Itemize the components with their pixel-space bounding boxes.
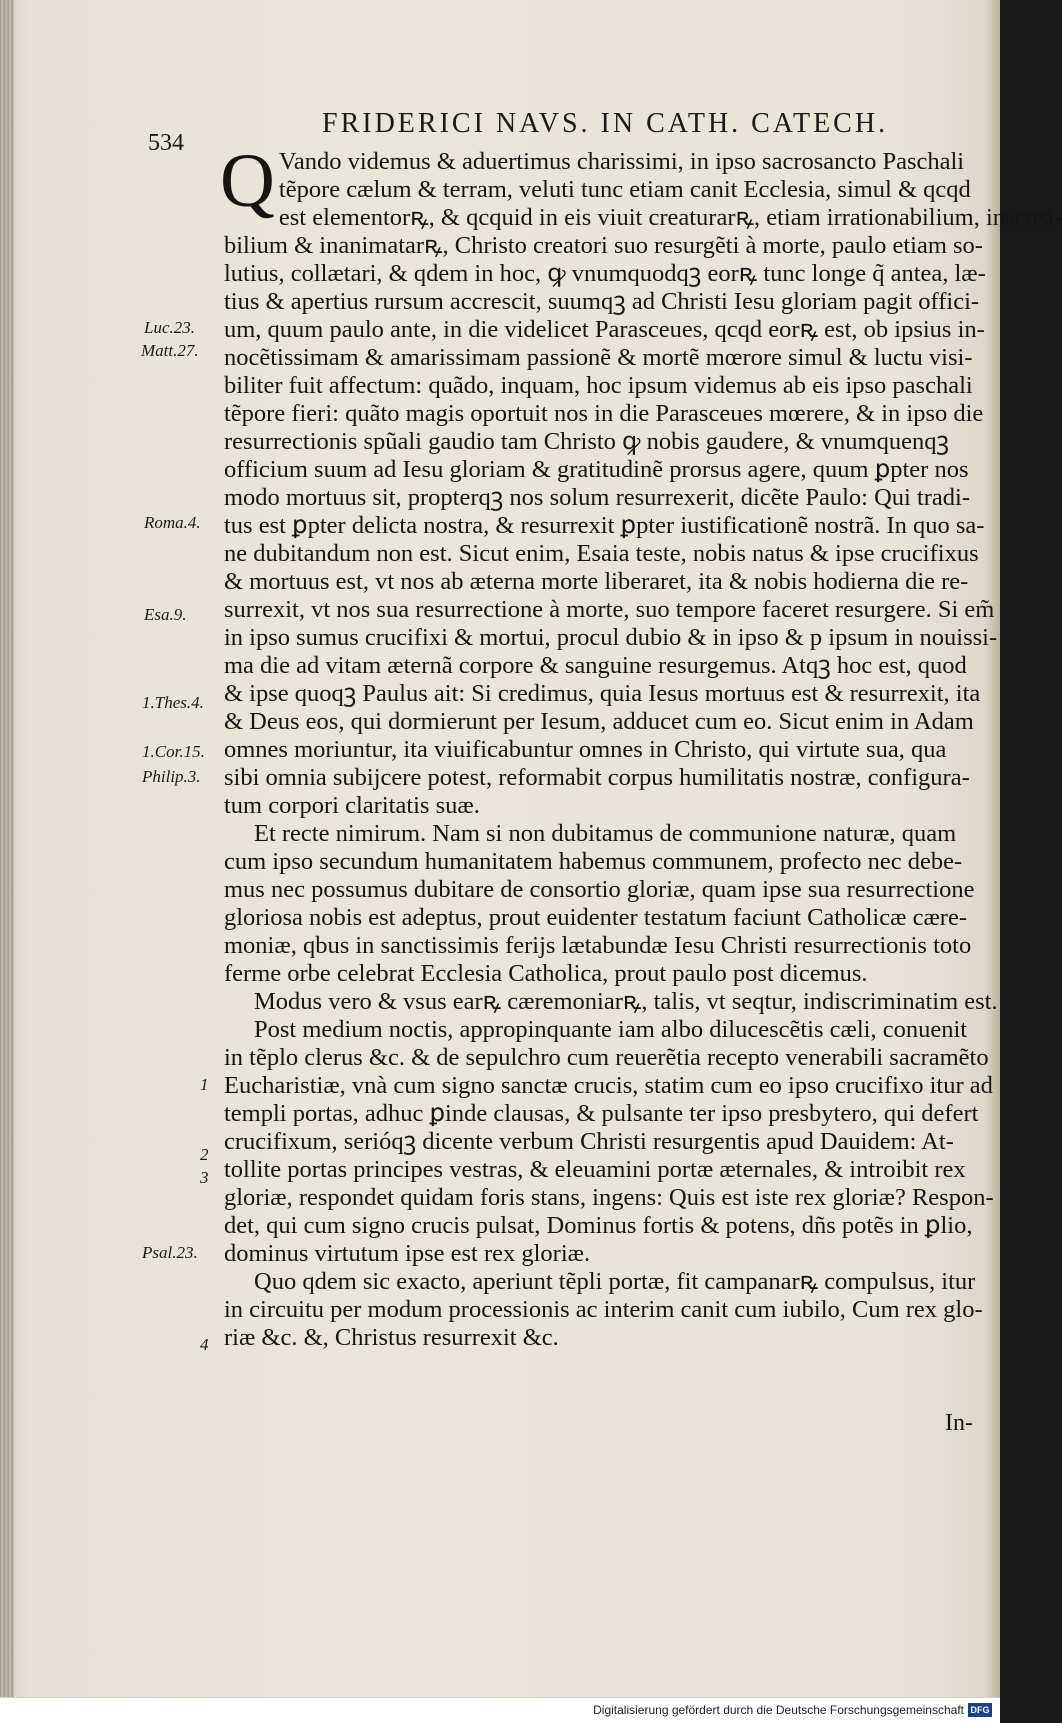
drop-cap: Q bbox=[220, 139, 275, 223]
text-line: moniæ, qbus in sanctissimis ferijs lætabundæ Iesu Christi resurrectionis toto bbox=[224, 932, 972, 959]
text-line: Quo qdem sic exacto, aperiunt tẽpli portæ, fit campanarꝶ compulsus, itur bbox=[254, 1268, 976, 1295]
text-line: tum corpori claritatis suæ. bbox=[224, 792, 480, 819]
page-stack-edge bbox=[0, 0, 14, 1723]
text-line: & Deus eos, qui dormierunt per Iesum, adducet cum eo. Sicut enim in Adam bbox=[224, 708, 974, 735]
margin-note-step1: 1 bbox=[200, 1075, 209, 1094]
text-line: tius & apertius rursum accrescit, suumqꝫ ad Christi Iesu gloriam pagit offici- bbox=[224, 288, 980, 315]
text-line: tollite portas principes vestras, & eleuamini portæ æternales, & introibit rex bbox=[224, 1156, 966, 1183]
dfg-logo-icon[interactable]: DFG bbox=[968, 1703, 992, 1717]
text-line: officium suum ad Iesu gloriam & gratitudinẽ prorsus agere, quum ꝑpter nos bbox=[224, 456, 969, 483]
text-line: in ipso sumus crucifixi & mortui, procul dubio & in ipso & p ipsum in nouissi- bbox=[224, 624, 998, 651]
text-line: ne dubitandum non est. Sicut enim, Esaia teste, nobis natus & ipse crucifixus bbox=[224, 540, 979, 567]
page-number: 534 bbox=[148, 130, 184, 156]
text-line: mus nec possumus dubitare de consortio gloriæ, quam ipse sua resurrectione bbox=[224, 876, 975, 903]
margin-note-1cor15: 1.Cor.15. bbox=[142, 742, 205, 761]
catchword: In- bbox=[945, 1410, 973, 1436]
running-head: FRIDERICI NAVS. IN CATH. CATECH. bbox=[322, 108, 889, 139]
text-line: riæ &c. &, Christus resurrexit &c. bbox=[224, 1324, 559, 1351]
text-line: modo mortuus sit, propterqꝫ nos solum resurrexerit, dicẽte Paulo: Qui tradi- bbox=[224, 484, 971, 511]
text-line: lutius, collætari, & qdem in hoc, ꝙ vnumquodqꝫ eorꝶ tunc longe q̃ antea, læ- bbox=[224, 260, 986, 287]
text-line: Et recte nimirum. Nam si non dubitamus de communione naturæ, quam bbox=[254, 820, 957, 847]
text-line: crucifixum, serióqꝫ dicente verbum Christi resurgentis apud Dauidem: At- bbox=[224, 1128, 954, 1155]
margin-note-psal23: Psal.23. bbox=[142, 1243, 198, 1262]
footer-credit[interactable]: Digitalisierung gefördert durch die Deutsche Forschungsgemeinschaft bbox=[593, 1703, 964, 1717]
margin-note-esa9: Esa.9. bbox=[144, 605, 187, 624]
text-line: ferme orbe celebrat Ecclesia Catholica, prout paulo post dicemus. bbox=[224, 960, 868, 987]
main-text-block bbox=[220, 139, 1062, 1352]
text-line: & ipse quoqꝫ Paulus ait: Si credimus, quia Iesus mortuus est & resurrexit, ita bbox=[224, 680, 981, 707]
text-line: tẽpore cælum & terram, veluti tunc etiam canit Ecclesia, simul & qcqd bbox=[278, 176, 971, 203]
text-line: bilium & inanimatarꝶ, Christo creatori suo resurgẽti à morte, paulo etiam so- bbox=[224, 232, 983, 259]
text-line: surrexit, vt nos sua resurrectione à morte, suo tempore faceret resurgere. Si em̃ bbox=[224, 596, 995, 623]
margin-note-1thes4: 1.Thes.4. bbox=[142, 693, 204, 712]
text-line: gloriæ, respondet quidam foris stans, ingens: Quis est iste rex gloriæ? Respon- bbox=[224, 1184, 994, 1211]
text-line: um, quum paulo ante, in die videlicet Parasceues, qcqd eorꝶ est, ob ipsius in- bbox=[224, 316, 985, 343]
text-line: tẽpore fieri: quãto magis oportuit nos in die Parasceues mœrere, & in ipso die bbox=[224, 400, 984, 427]
text-line: resurrectionis spũali gaudio tam Christo ꝙ nobis gaudere, & vnumquenqꝫ bbox=[224, 428, 949, 455]
text-line: sibi omnia subijcere potest, reformabit corpus humilitatis nostræ, configura- bbox=[224, 764, 970, 791]
text-line: Vando videmus & aduertimus charissimi, in ipso sacrosancto Paschali bbox=[278, 148, 965, 175]
margin-note-step3: 3 bbox=[200, 1168, 209, 1187]
text-line: det, qui cum signo crucis pulsat, Dominus fortis & potens, dñs potẽs in ꝑlio, bbox=[224, 1212, 973, 1239]
text-line: cum ipso secundum humanitatem habemus communem, profecto nec debe- bbox=[224, 848, 963, 875]
text-line: Post medium noctis, appropinquante iam albo dilucescẽtis cæli, conuenit bbox=[254, 1016, 968, 1043]
text-line: ma die ad vitam æternã corpore & sanguine resurgemus. Atqꝫ hoc est, quod bbox=[224, 652, 967, 679]
text-line: in tẽplo clerus &c. & de sepulchro cum reuerẽtia recepto venerabili sacramẽto bbox=[224, 1044, 989, 1071]
margin-note-matt27: Matt.27. bbox=[141, 341, 199, 360]
text-line: Modus vero & vsus earꝶ cæremoniarꝶ, talis, vt seqtur, indiscriminatim est. bbox=[254, 988, 998, 1015]
margin-note-roma4: Roma.4. bbox=[144, 513, 201, 532]
text-line: omnes moriuntur, ita viuificabuntur omnes in Christo, qui virtute sua, qua bbox=[224, 736, 947, 763]
margin-note-philip3: Philip.3. bbox=[142, 767, 201, 786]
margin-note-step4: 4 bbox=[200, 1335, 209, 1354]
digitization-footer bbox=[0, 1697, 1000, 1723]
text-line: Eucharistiæ, vnà cum signo sanctæ crucis, statim cum eo ipso crucifixo itur ad bbox=[224, 1072, 993, 1099]
text-line: biliter fuit affectum: quãdo, inquam, hoc ipsum videmus ab eis ipso paschali bbox=[224, 372, 973, 399]
text-line: tus est ꝑpter delicta nostra, & resurrexit ꝑpter iustificationẽ nostrã. In quo sa- bbox=[224, 512, 985, 539]
margin-note-luc23: Luc.23. bbox=[144, 318, 195, 337]
text-line: & mortuus est, vt nos ab æterna morte liberaret, ita & nobis hodierna die re- bbox=[224, 568, 969, 595]
text-line: dominus virtutum ipse est rex gloriæ. bbox=[224, 1240, 591, 1267]
text-line: in circuitu per modum processionis ac interim canit cum iubilo, Cum rex glo- bbox=[224, 1296, 983, 1323]
text-line: est elementorꝶ, & qcquid in eis viuit creaturarꝶ, etiam irrationabilium, insensi- bbox=[278, 204, 1062, 231]
text-line: nocẽtissimam & amarissimam passionẽ & mortẽ mœrore simul & luctu visi- bbox=[224, 344, 973, 371]
text-line: templi portas, adhuc ꝑinde clausas, & pulsante ter ipso presbytero, qui defert bbox=[224, 1100, 979, 1127]
margin-note-step2: 2 bbox=[200, 1145, 209, 1164]
text-line: gloriosa nobis est adeptus, prout euidenter testatum faciunt Catholicæ cære- bbox=[224, 904, 967, 931]
